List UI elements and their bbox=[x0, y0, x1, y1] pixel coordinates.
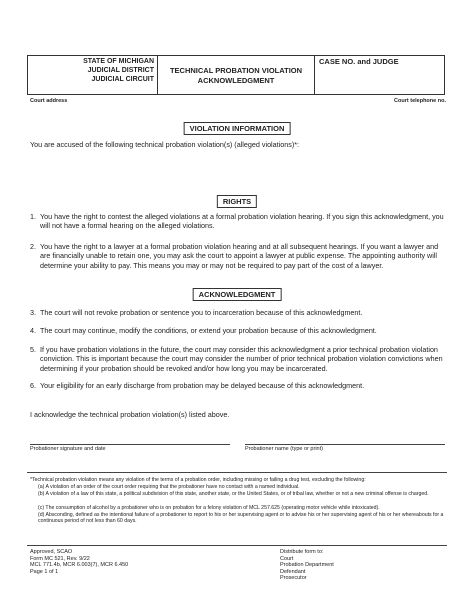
name-label: Probationer name (type or print) bbox=[245, 446, 323, 452]
signature-line[interactable] bbox=[30, 444, 230, 445]
item-text: The court will not revoke probation or sentence you to incarceration because of this acknowledgment. bbox=[40, 308, 363, 317]
approved-label: Approved, SCAO bbox=[30, 549, 73, 555]
court-block bbox=[30, 57, 154, 91]
court-phone-label: Court telephone no. bbox=[394, 98, 446, 104]
item-number: 6. bbox=[30, 381, 36, 390]
form-title bbox=[160, 66, 312, 86]
footnote-item: (b) A violation of a law of this state, a political subdivision of this state, another state, or the United States, or of tribal law, whether or not a new criminal offense is charged. bbox=[38, 491, 429, 497]
distribution-list bbox=[280, 549, 334, 582]
footnote-item: (c) The consumption of alcohol by a probationer who is on probation for a felony violation of MCL 257.625 (operating motor vehicle while intoxicated). bbox=[38, 505, 380, 511]
form-title-line: ACKNOWLEDGMENT bbox=[197, 76, 275, 85]
distribute-item: Defendant bbox=[280, 568, 306, 575]
case-no-label: CASE NO. and JUDGE bbox=[319, 57, 399, 66]
state-label: STATE OF MICHIGAN bbox=[83, 58, 154, 65]
item-number: 4. bbox=[30, 326, 36, 335]
footnote-item: (d) Absconding, defined as the intentional failure of a probationer to report to his or her supervising agent or to advise his or her supervising agent of his or her whereabouts for a continuous period of not less than 60 days. bbox=[38, 512, 444, 525]
distribute-title: Distribute form to: bbox=[280, 549, 324, 555]
rights-heading: RIGHTS bbox=[217, 195, 257, 208]
form-number: Form MC 521, Rev. 9/22 bbox=[30, 555, 90, 562]
item-number: 1. bbox=[30, 212, 36, 221]
distribute-item: Prosecutor bbox=[280, 575, 307, 582]
violation-text: You are accused of the following technical probation violation(s) (alleged violations)*: bbox=[30, 140, 300, 149]
circuit-label: JUDICIAL CIRCUIT bbox=[91, 76, 154, 83]
name-line[interactable] bbox=[245, 444, 445, 445]
distribute-item: Court bbox=[280, 555, 294, 562]
footer-divider bbox=[27, 545, 447, 546]
authority-citation: MCL 771.4b, MCR 6.003(7), MCR 6.450 bbox=[30, 562, 129, 569]
distribute-item: Probation Department bbox=[280, 562, 334, 569]
item-text: The court may continue, modify the conditions, or extend your probation because of this acknowledgment. bbox=[40, 326, 377, 335]
header-divider bbox=[157, 55, 158, 95]
form-title-line: TECHNICAL PROBATION VIOLATION bbox=[169, 66, 303, 75]
signature-label: Probationer signature and date bbox=[30, 446, 106, 452]
footnote-divider bbox=[27, 472, 447, 473]
item-text: You have the right to a lawyer at a formal probation violation hearing and at all subsequent hearings. If you want a lawyer and are financially unable to retain one, you may ask the court to appoint a lawyer at public expense. The appointing authority will determine your ability to pay. This means you may or may not be required to pay part of the cost of a lawyer. bbox=[40, 242, 439, 270]
header-divider bbox=[314, 55, 315, 95]
violation-heading: VIOLATION INFORMATION bbox=[184, 122, 291, 135]
item-text: If you have probation violations in the future, the court may consider this acknowledgment a prior technical probation violation conviction. This is important because the court may consider the number of prior technical probation violation convictions when determining if your probation should be revoked and/or how long you may be incarcerated. bbox=[40, 345, 443, 373]
item-text: You have the right to contest the alleged violations at a formal probation violation hearing. If you sign this acknowledgment, you will not have a formal hearing on the alleged violations. bbox=[40, 212, 444, 231]
acknowledgment-heading: ACKNOWLEDGMENT bbox=[193, 288, 282, 301]
item-number: 5. bbox=[30, 345, 36, 354]
footnote-item: (a) A violation of an order of the court order requiring that the probationer have no contact with a named individual. bbox=[38, 484, 300, 490]
page-number: Page 1 of 1 bbox=[30, 568, 59, 575]
district-label: JUDICIAL DISTRICT bbox=[87, 67, 154, 74]
court-address-label: Court address bbox=[30, 98, 68, 104]
item-number: 2. bbox=[30, 242, 36, 251]
item-text: Your eligibility for an early discharge from probation may be delayed because of this acknowledgment. bbox=[40, 381, 365, 390]
footnote-intro: *Technical probation violation means any violation of the terms of a probation order, including missing or failing a drug test, excluding the following: bbox=[30, 477, 366, 483]
acknowledgment-statement: I acknowledge the technical probation violation(s) listed above. bbox=[30, 410, 230, 419]
form-info bbox=[30, 549, 128, 575]
item-number: 3. bbox=[30, 308, 36, 317]
